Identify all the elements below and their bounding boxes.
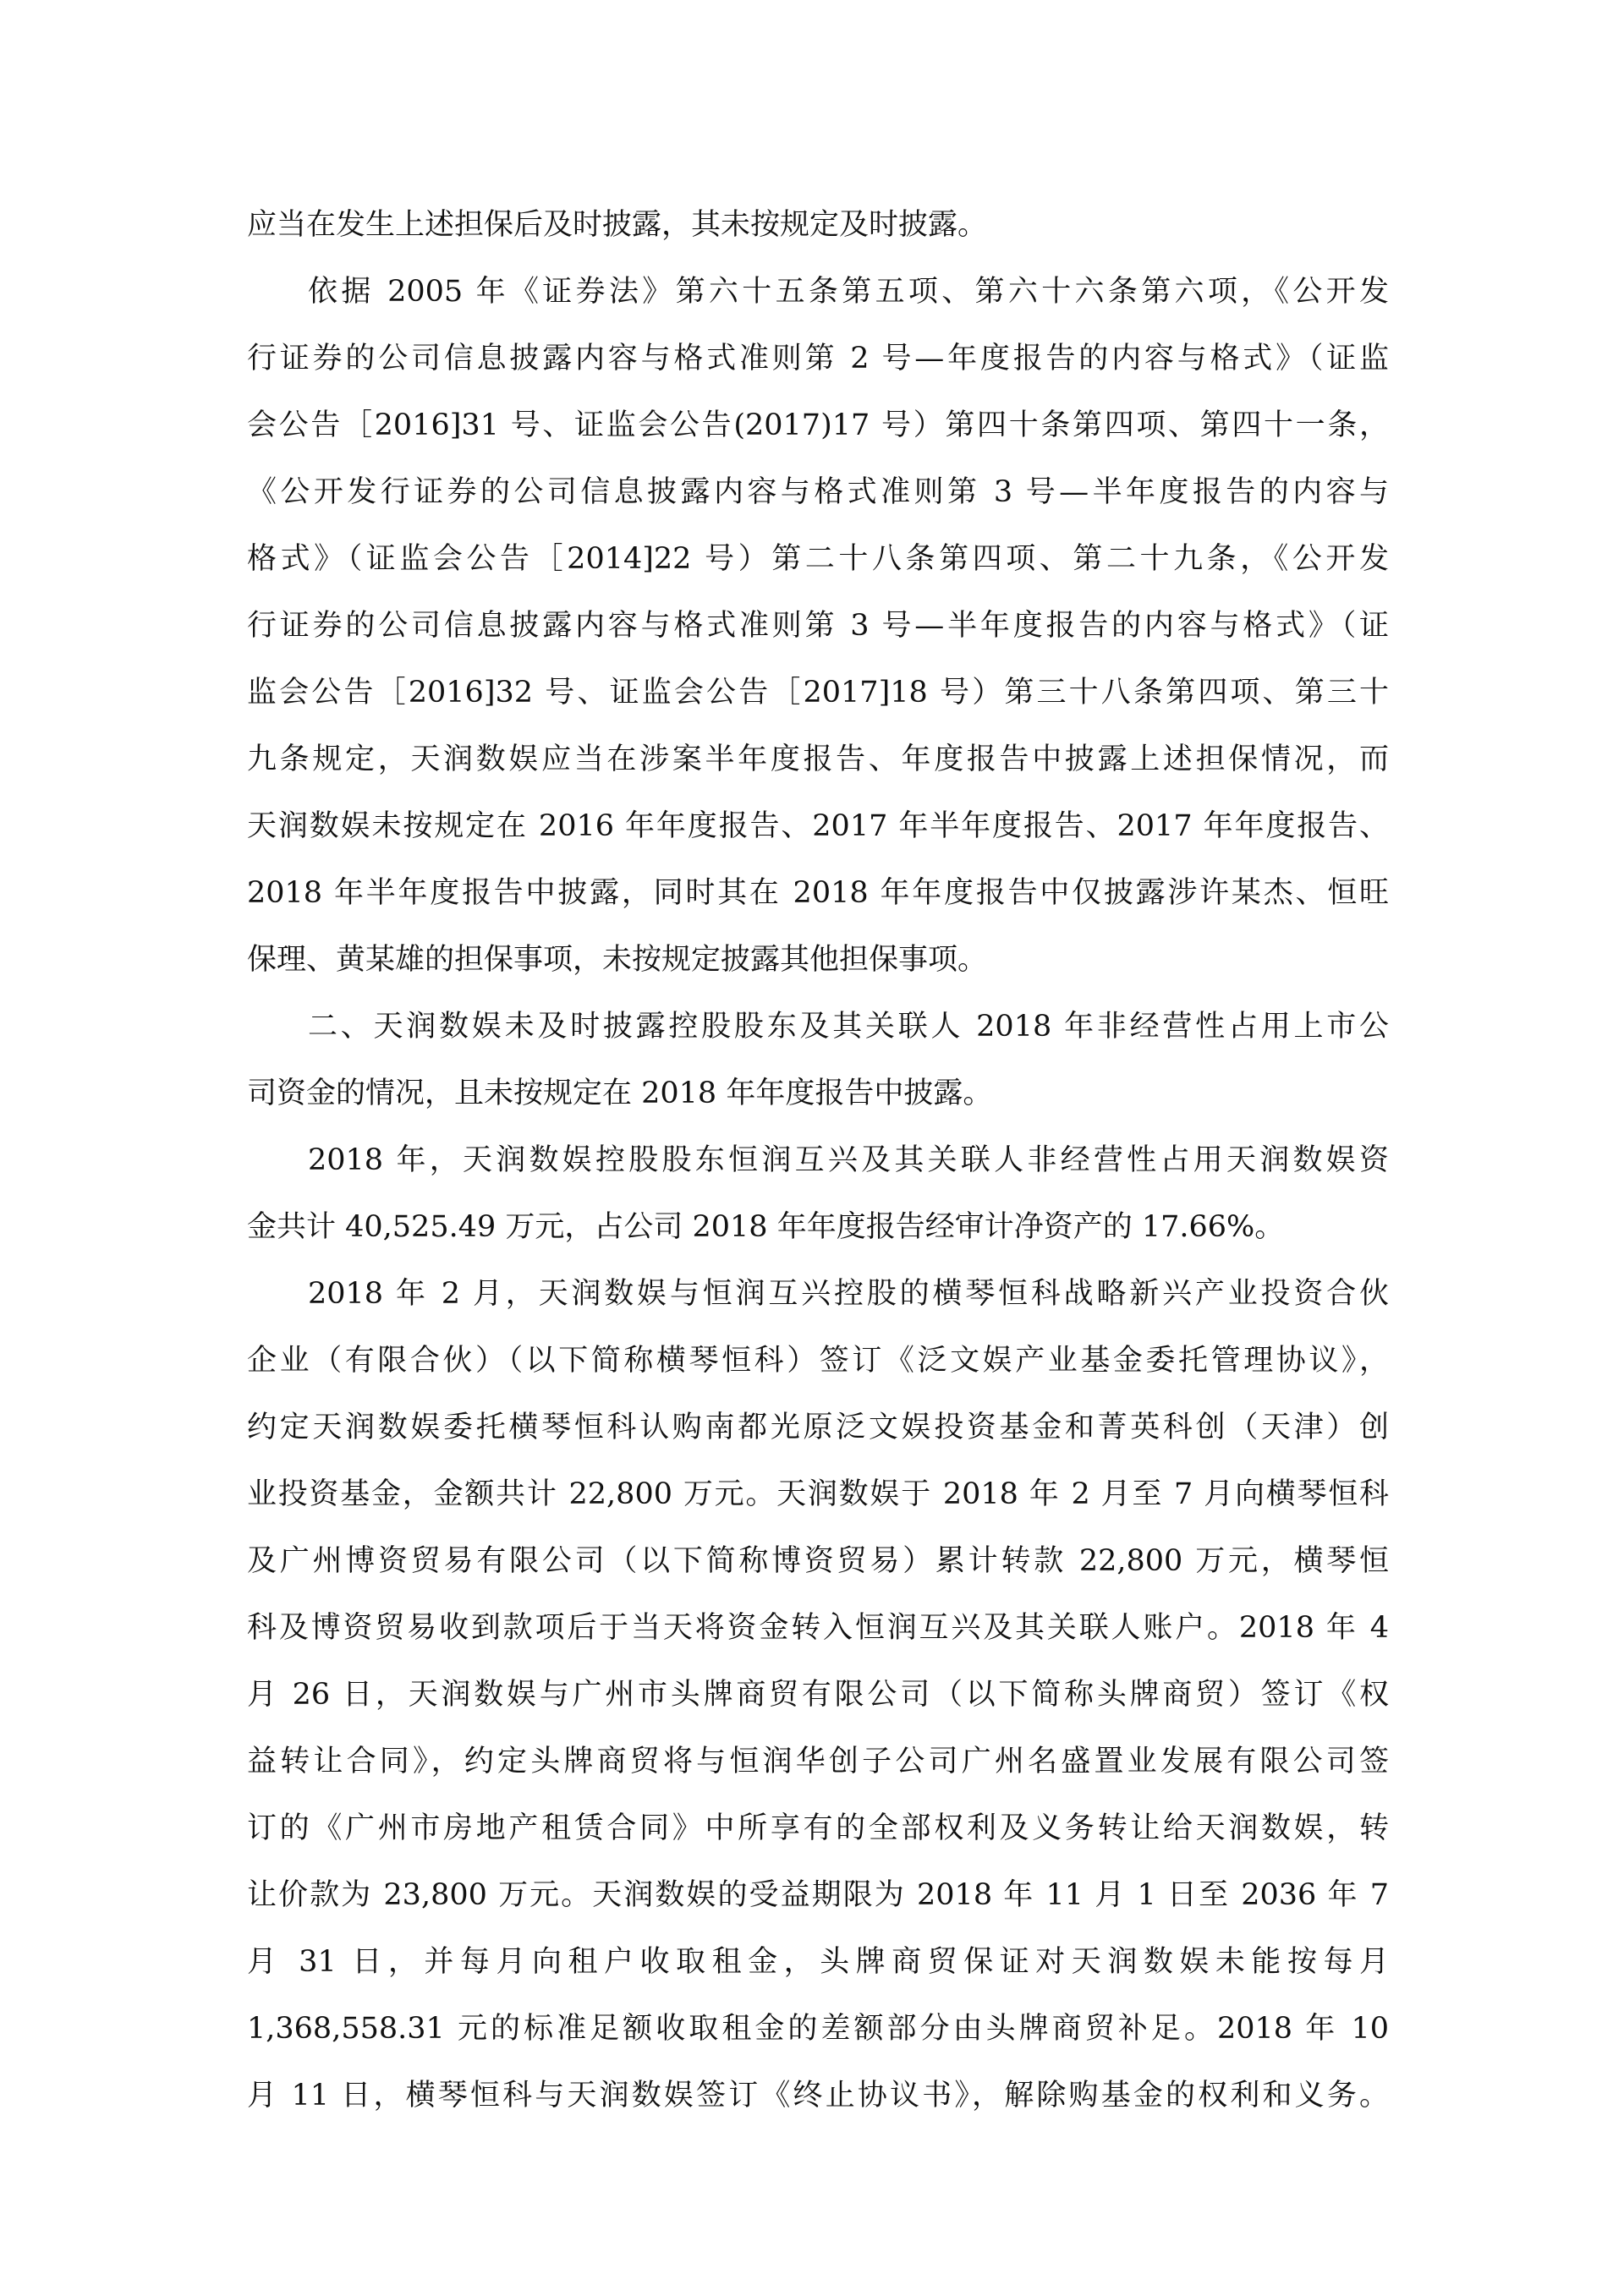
paragraph-line: 1,368,558.31 元的标准足额收取租金的差额部分由头牌商贸补足。2018 年 10	[247, 2012, 1389, 2046]
paragraph-line: 订的《广州市房地产租赁合同》中所享有的全部权利及义务转让给天润数娱，转	[247, 1811, 1389, 1845]
paragraph-line: 2018 年半年度报告中披露，同时其在 2018 年年度报告中仅披露涉许某杰、恒旺	[247, 876, 1389, 910]
paragraph-line: 应当在发生上述担保后及时披露，其未按规定及时披露。	[247, 208, 988, 242]
paragraph-line: 益转让合同》，约定头牌商贸将与恒润华创子公司广州名盛置业发展有限公司签	[247, 1745, 1389, 1778]
document-body	[247, 200, 1389, 2137]
paragraph-line: 保理、黄某雄的担保事项，未按规定披露其他担保事项。	[247, 943, 988, 977]
paragraph-line: 月 31 日，并每月向租户收取租金，头牌商贸保证对天润数娱未能按每月	[247, 1945, 1389, 1979]
paragraph-line: 月 26 日，天润数娱与广州市头牌商贸有限公司（以下简称头牌商贸）签订《权	[247, 1678, 1389, 1712]
paragraph-line: 九条规定，天润数娱应当在涉案半年度报告、年度报告中披露上述担保情况，而	[247, 743, 1389, 776]
paragraph-line: 依据 2005 年《证券法》第六十五条第五项、第六十六条第六项，《公开发	[308, 275, 1389, 309]
paragraph-line: 2018 年 2 月，天润数娱与恒润互兴控股的横琴恒科战略新兴产业投资合伙	[308, 1277, 1389, 1311]
paragraph-line: 金共计 40,525.49 万元，占公司 2018 年年度报告经审计净资产的 17.66%。	[247, 1210, 1285, 1244]
paragraph-line: 企业（有限合伙）（以下简称横琴恒科）签订《泛文娱产业基金委托管理协议》，	[247, 1344, 1389, 1378]
paragraph-line: 行证券的公司信息披露内容与格式准则第 2 号—年度报告的内容与格式》（证监	[247, 342, 1389, 375]
paragraph-line: 天润数娱未按规定在 2016 年年度报告、2017 年半年度报告、2017 年年度报告、	[247, 809, 1389, 843]
section-heading-line: 司资金的情况，且未按规定在 2018 年年度报告中披露。	[247, 1077, 993, 1110]
paragraph-line: 监会公告［2016]32 号、证监会公告［2017]18 号）第三十八条第四项、第三十	[247, 676, 1389, 710]
paragraph-line: 及广州博资贸易有限公司（以下简称博资贸易）累计转款 22,800 万元，横琴恒	[247, 1544, 1389, 1578]
paragraph-line: 2018 年，天润数娱控股股东恒润互兴及其关联人非经营性占用天润数娱资	[308, 1143, 1389, 1177]
paragraph-line: 月 11 日，横琴恒科与天润数娱签订《终止协议书》，解除购基金的权利和义务。	[247, 2079, 1389, 2112]
paragraph-line: 格式》（证监会公告［2014]22 号）第二十八条第四项、第二十九条，《公开发	[247, 542, 1389, 576]
paragraph-line: 《公开发行证券的公司信息披露内容与格式准则第 3 号—半年度报告的内容与	[247, 475, 1389, 509]
paragraph-line: 行证券的公司信息披露内容与格式准则第 3 号—半年度报告的内容与格式》（证	[247, 609, 1389, 643]
section-heading-line: 二、天润数娱未及时披露控股股东及其关联人 2018 年非经营性占用上市公	[308, 1010, 1389, 1044]
paragraph-line: 会公告［2016]31 号、证监会公告(2017)17 号）第四十条第四项、第四十一条，	[247, 408, 1389, 442]
paragraph-line: 业投资基金，金额共计 22,800 万元。天润数娱于 2018 年 2 月至 7 月向横琴恒科	[247, 1477, 1389, 1511]
paragraph-line: 科及博资贸易收到款项后于当天将资金转入恒润互兴及其关联人账户。2018 年 4	[247, 1611, 1389, 1645]
paragraph-line: 约定天润数娱委托横琴恒科认购南都光原泛文娱投资基金和菁英科创（天津）创	[247, 1411, 1389, 1444]
paragraph-line: 让价款为 23,800 万元。天润数娱的受益期限为 2018 年 11 月 1 日至 2036 年 7	[247, 1878, 1389, 1912]
